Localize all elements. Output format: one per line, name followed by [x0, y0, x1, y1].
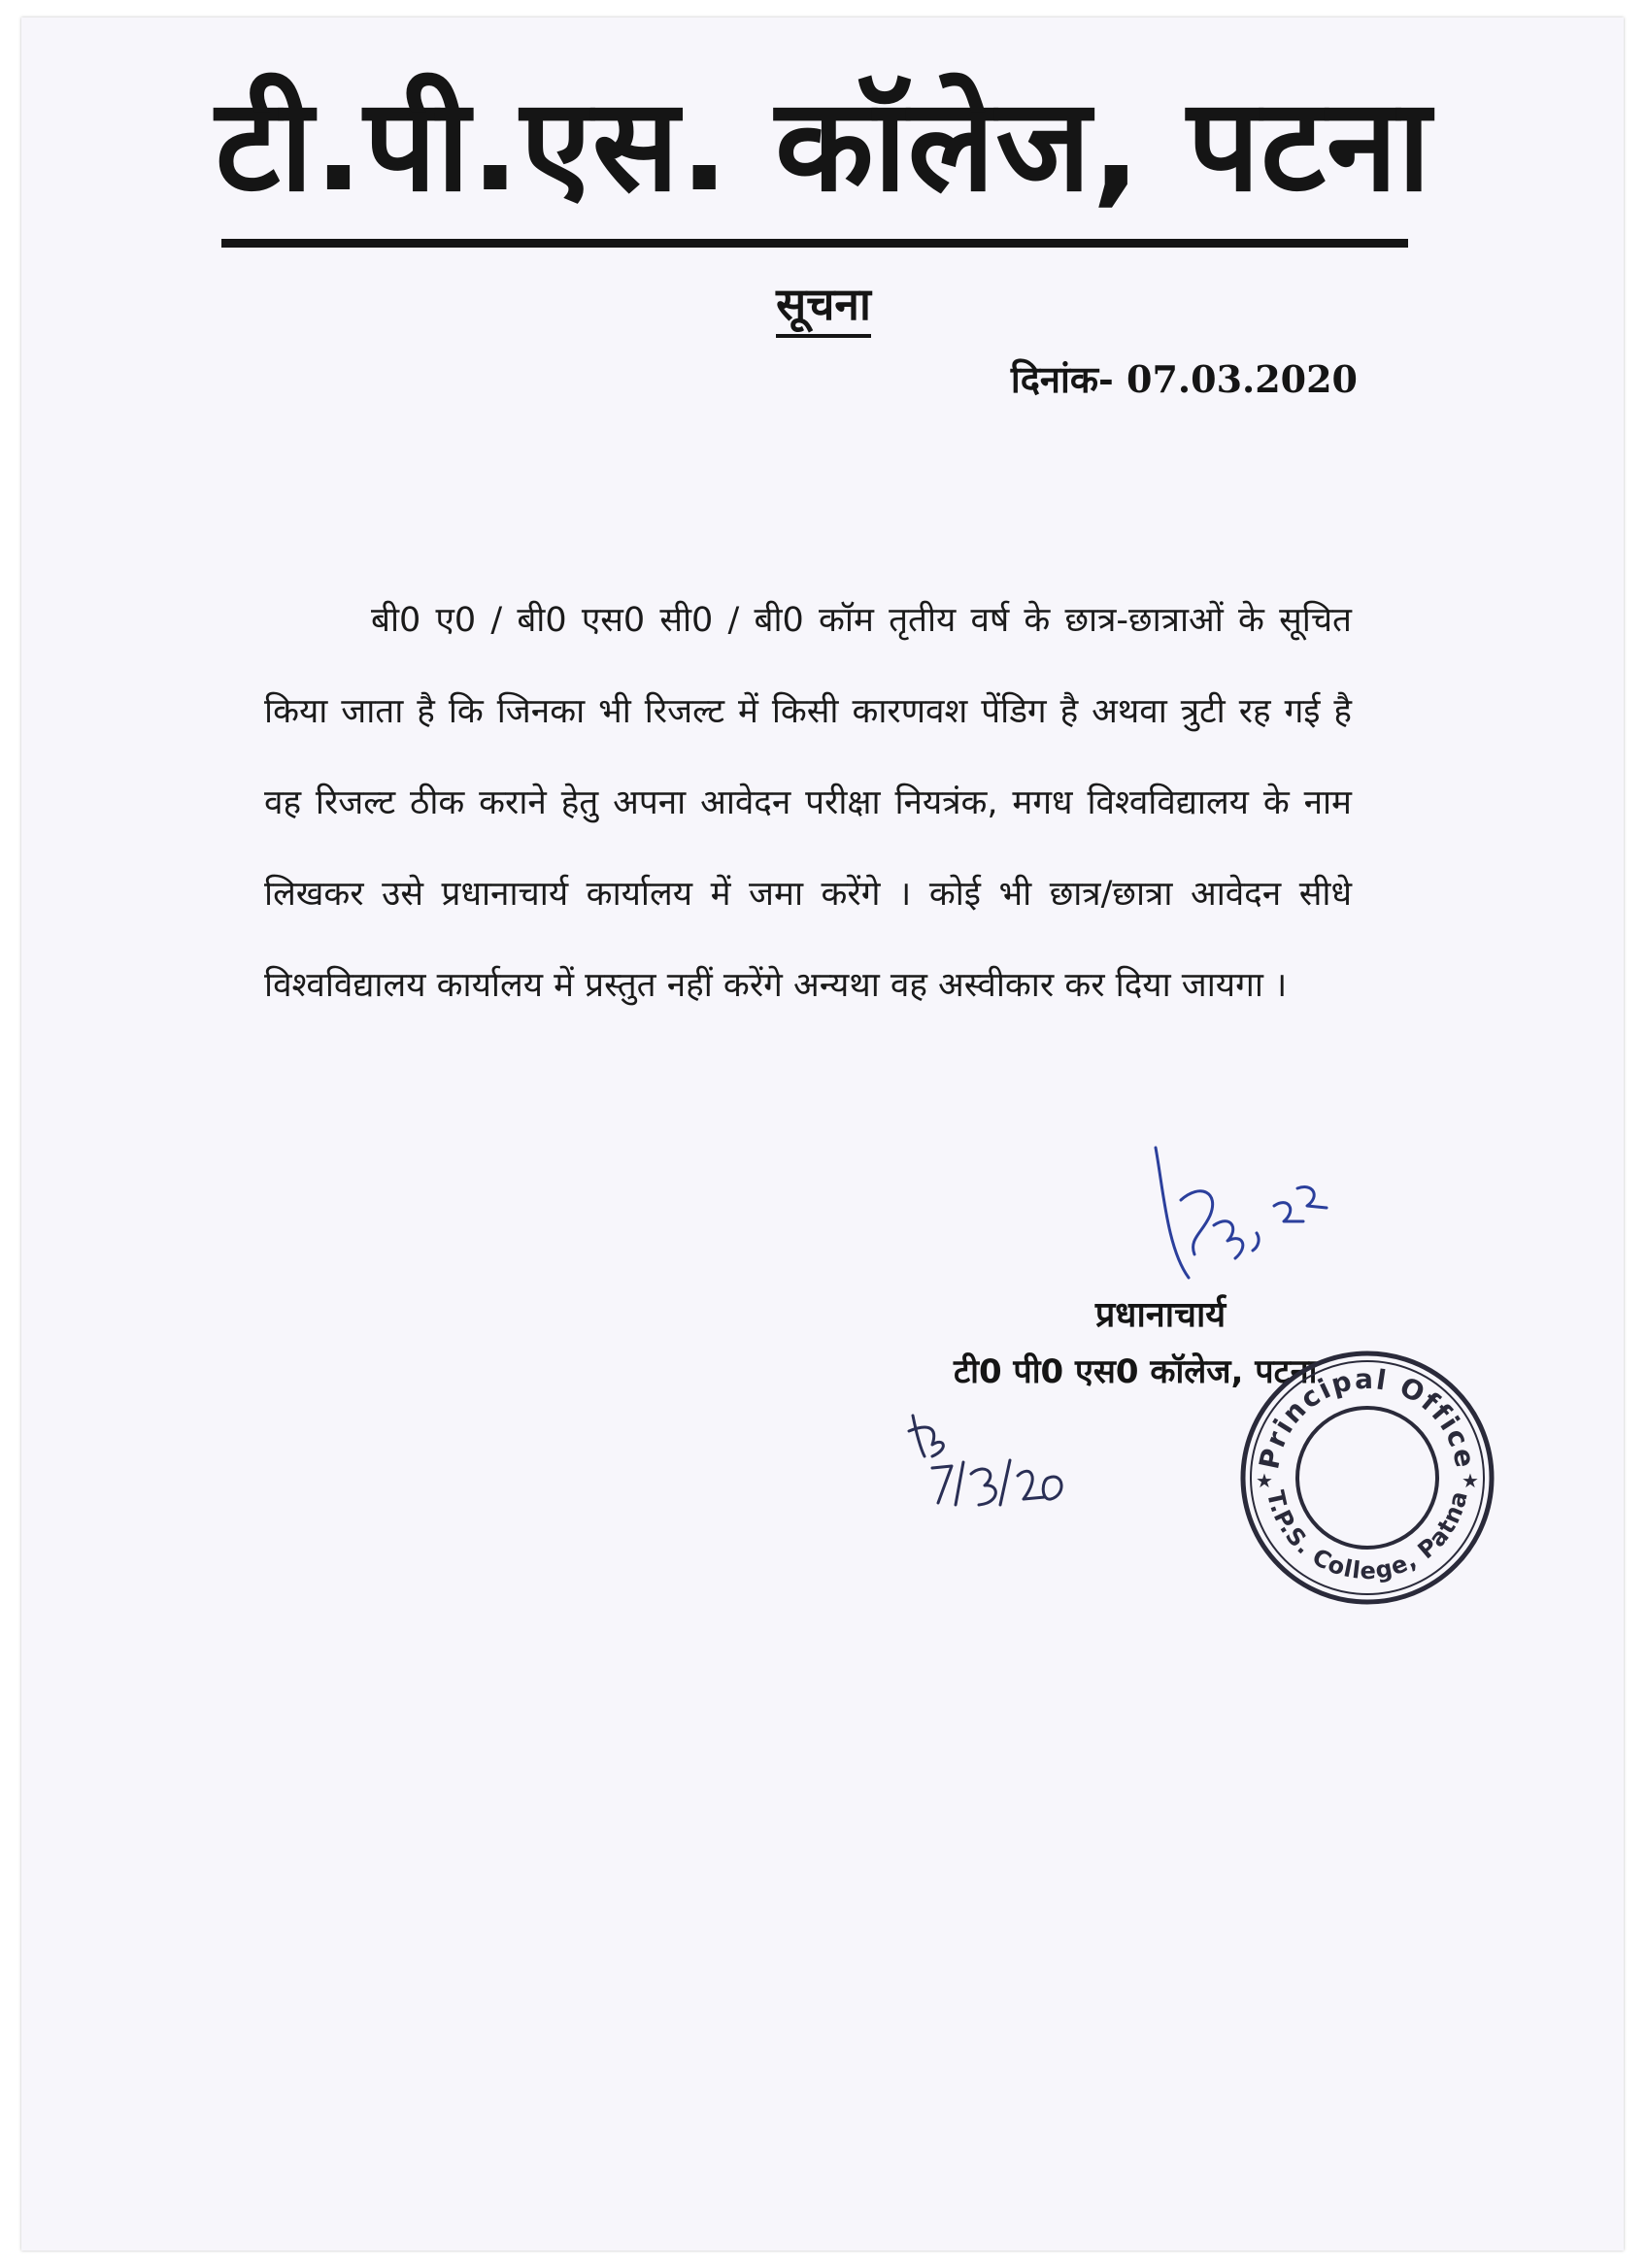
- stamp-bottom-text: T.P.S. College, Patna: [1261, 1487, 1474, 1585]
- notice-heading: [0, 278, 1647, 338]
- signatory-designation: प्रधानाचार्य: [1094, 1295, 1227, 1335]
- handwritten-initials: [903, 1406, 1068, 1513]
- principal-signature: [1142, 1132, 1336, 1307]
- notice-date: दिनांक- 07.03.2020: [1010, 357, 1358, 401]
- header-underline: [221, 239, 1408, 248]
- notice-body: बी0 ए0 / बी0 एस0 सी0 / बी0 कॉम तृतीय वर्ष के छात्र-छात्राओं के सूचित किया जाता है कि जिनका भी रिजल्ट में किसी कारणवश पेंडिग है अथवा त्रुटी रह गई है वह रिजल्ट ठीक कराने हेतु अपना आवेदन परीक्षा नियत्रंक, मगध विश्वविद्यालय के नाम लिखकर उसे प्रधानाचार्य कार्यालय में जमा करेंगे । कोई भी छात्र/छात्रा आवेदन सीधे विश्वविद्यालय कार्यालय में प्रस्तुत नहीं करेंगे अन्यथा वह अस्वीकार कर दिया जायगा ।: [264, 601, 1352, 1005]
- svg-text:T.P.S. College, Patna: [1261, 1487, 1473, 1584]
- stamp-top-text: Principal Office: [1253, 1362, 1482, 1472]
- college-title: टी.पी.एस. कॉलेज, पटना: [215, 71, 1432, 220]
- stamp-star-left: ★: [1256, 1469, 1273, 1492]
- principal-office-stamp: [1222, 1332, 1513, 1623]
- notice-heading-text: सूचना: [776, 279, 871, 338]
- stamp-star-right: ★: [1462, 1469, 1479, 1492]
- signatory-college: टी0 पी0 एस0 कॉलेज, पटना: [954, 1352, 1318, 1391]
- paper-sheet: [21, 17, 1624, 2251]
- svg-text:Principal Office: [1253, 1363, 1482, 1472]
